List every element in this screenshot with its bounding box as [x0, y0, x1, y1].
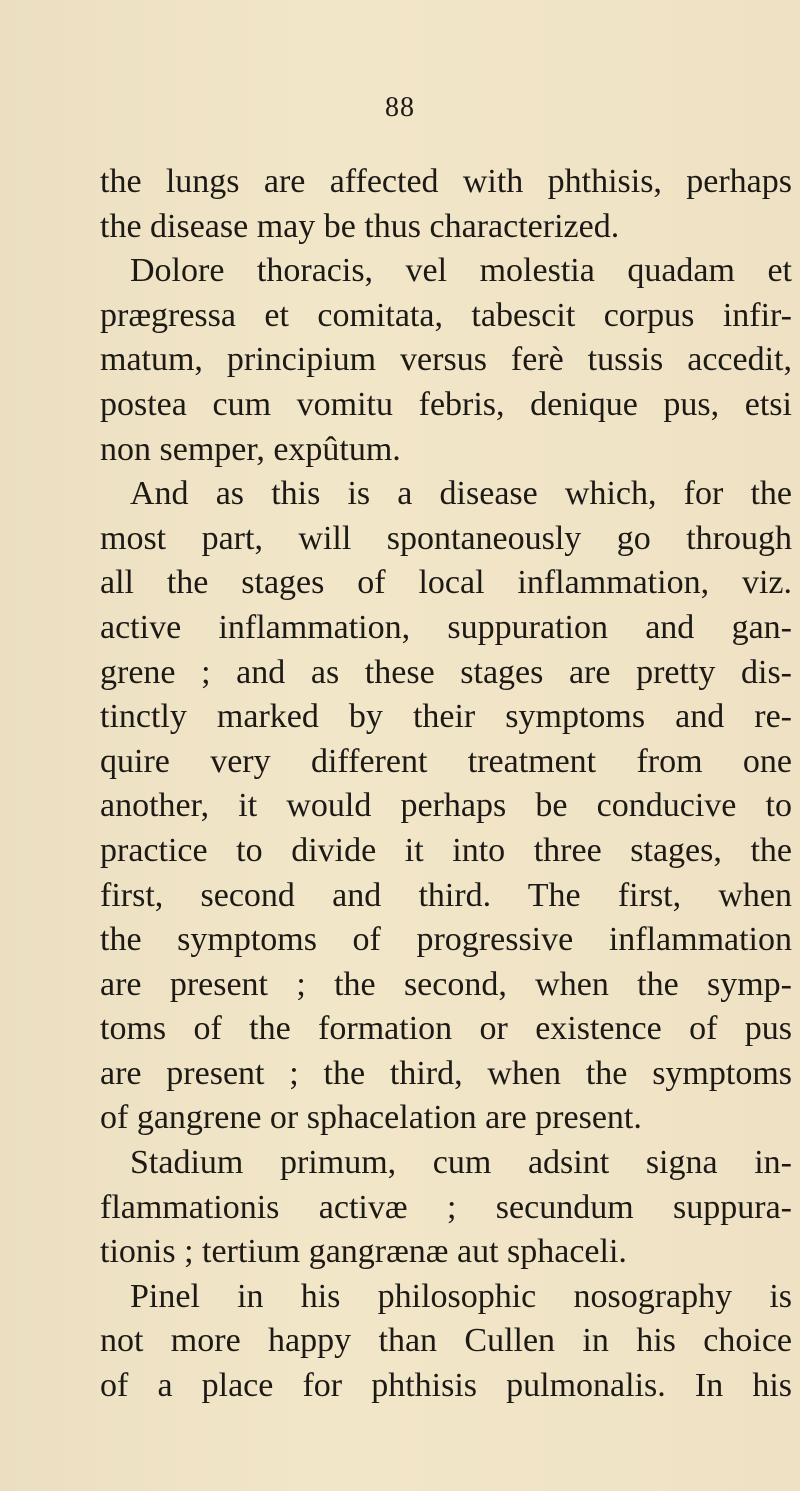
text-line: tionis ; tertium gangrænæ aut sphaceli.	[100, 1233, 627, 1271]
text-line: are present ; the third, when the symptoms	[100, 1054, 792, 1092]
text-line: active inflammation, suppuration and gan-	[100, 608, 792, 646]
text-line: tinctly marked by their symptoms and re-	[100, 698, 792, 736]
text-line: of gangrene or sphacelation are present.	[100, 1099, 642, 1137]
text-line: flammationis activæ ; secundum suppura-	[100, 1188, 792, 1226]
text-line: matum, principium versus ferè tussis accedit,	[100, 341, 792, 379]
text-line: another, it would perhaps be conducive to	[100, 787, 792, 825]
text-line: prægressa et comitata, tabescit corpus infir-	[100, 296, 792, 334]
text-line: grene ; and as these stages are pretty dis-	[100, 653, 792, 691]
text-line: Stadium primum, cum adsint signa in-	[130, 1144, 792, 1182]
text-line: practice to divide it into three stages, the	[100, 831, 792, 869]
text-line: postea cum vomitu febris, denique pus, etsi	[100, 385, 792, 423]
text-line: non semper, expûtum.	[100, 430, 401, 468]
text-line: the disease may be thus characterized.	[100, 207, 620, 245]
text-line: Dolore thoracis, vel molestia quadam et	[130, 252, 792, 290]
text-line: the lungs are affected with phthisis, perhaps	[100, 163, 792, 200]
text-line: first, second and third. The first, when	[100, 876, 792, 914]
text-line: And as this is a disease which, for the	[130, 475, 792, 513]
body-text	[100, 160, 792, 1409]
text-line: are present ; the second, when the symp-	[100, 965, 792, 1003]
text-line: the symptoms of progressive inflammation	[100, 921, 792, 959]
text-line: not more happy than Cullen in his choice	[100, 1322, 792, 1360]
text-line: toms of the formation or existence of pus	[100, 1010, 792, 1048]
text-line: of a place for phthisis pulmonalis. In his	[100, 1367, 792, 1405]
page-number: 88	[385, 92, 415, 123]
text-line: all the stages of local inflammation, viz.	[100, 564, 792, 602]
text-line: most part, will spontaneously go through	[100, 519, 792, 557]
text-line: Pinel in his philosophic nosography is	[130, 1277, 792, 1315]
text-line: quire very different treatment from one	[100, 742, 792, 780]
